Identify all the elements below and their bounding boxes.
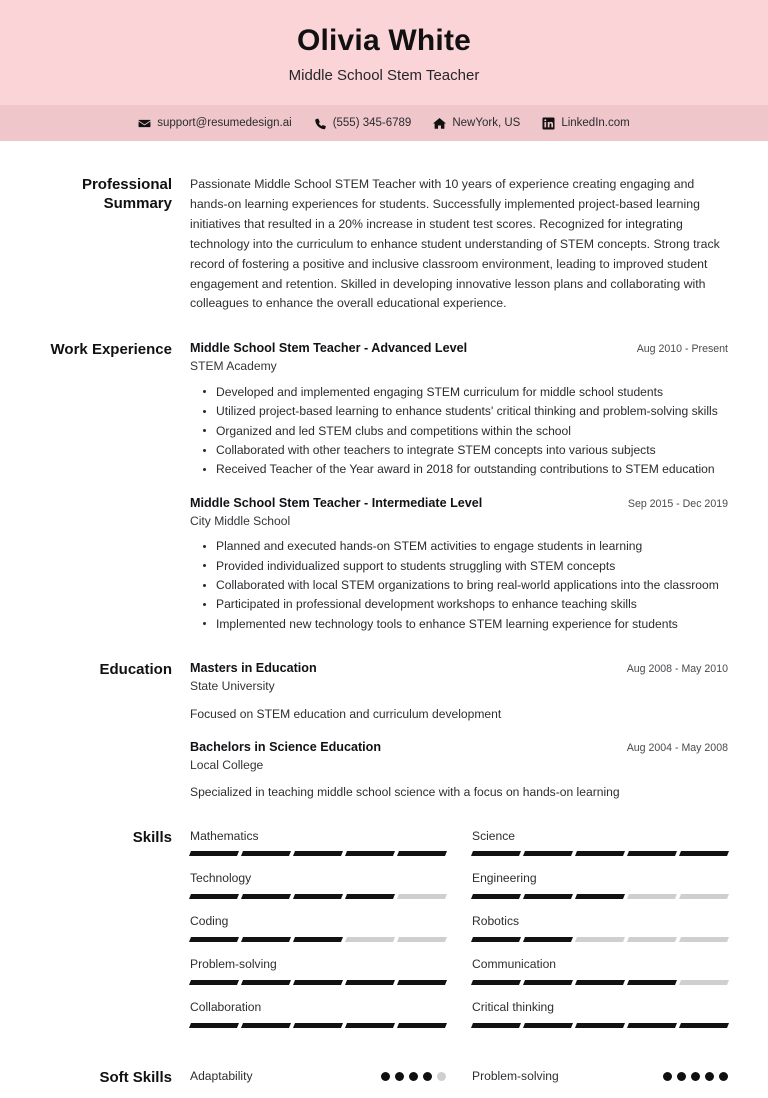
- skill-segment: [293, 980, 343, 985]
- phone-icon: [314, 117, 327, 130]
- skill-segment: [189, 894, 239, 899]
- section-education: [40, 634, 728, 801]
- skill-segment: [679, 980, 729, 985]
- list-item: Received Teacher of the Year award in 2018 for outstanding contributions to STEM education: [216, 460, 728, 478]
- skill-row: [190, 913, 446, 956]
- section-label-summary: Professional Summary: [81, 176, 172, 212]
- skill-level-bar: [190, 894, 446, 899]
- contact-email[interactable]: [138, 117, 291, 130]
- skill-level-bar: [190, 1023, 446, 1028]
- skill-segment: [189, 937, 239, 942]
- rating-dot: [719, 1072, 728, 1081]
- skill-segment: [575, 937, 625, 942]
- skill-row: [190, 870, 446, 913]
- experience-bullets: [190, 537, 728, 633]
- rating-dot: [691, 1072, 700, 1081]
- resume-body: [0, 141, 768, 1098]
- soft-skill-rating: [663, 1072, 728, 1081]
- skill-row: [472, 828, 728, 871]
- skill-segment: [189, 980, 239, 985]
- soft-skill-name: Problem-solving: [472, 1069, 559, 1084]
- skill-segment: [575, 851, 625, 856]
- contact-phone[interactable]: [314, 117, 412, 130]
- education-date: Aug 2004 - May 2008: [626, 741, 728, 754]
- list-item: Developed and implemented engaging STEM curriculum for middle school students: [216, 383, 728, 401]
- skill-row: [190, 999, 446, 1042]
- education-institution: Local College: [190, 757, 264, 772]
- section-label-soft-skills: Soft Skills: [99, 1069, 172, 1087]
- skill-segment: [575, 894, 625, 899]
- soft-skill-name: Adaptability: [190, 1069, 253, 1084]
- page-title: Olivia White: [296, 24, 472, 57]
- skill-segment: [627, 1023, 677, 1028]
- experience-date: Aug 2010 - Present: [636, 343, 728, 356]
- skill-segment: [241, 1023, 291, 1028]
- soft-skills-grid: [190, 1068, 728, 1098]
- rating-dot: [705, 1072, 714, 1081]
- soft-skill-rating: [381, 1072, 446, 1081]
- skill-name: Engineering: [472, 871, 537, 886]
- soft-skill-row: [190, 1068, 446, 1098]
- skill-name: Coding: [190, 914, 229, 929]
- skill-segment: [345, 1023, 395, 1028]
- skills-grid: [190, 828, 728, 1043]
- education-description: Focused on STEM education and curriculum development: [190, 706, 502, 721]
- soft-skill-row: [472, 1068, 728, 1098]
- experience-bullets: [190, 383, 728, 479]
- envelope-icon: [138, 117, 151, 130]
- skill-segment: [575, 1023, 625, 1028]
- skill-segment: [523, 937, 573, 942]
- education-degree: Bachelors in Science Education: [190, 739, 382, 754]
- skill-segment: [241, 894, 291, 899]
- list-item: Implemented new technology tools to enhance STEM learning experience for students: [216, 615, 728, 633]
- section-soft-skills: [40, 1042, 728, 1098]
- section-label-skills: Skills: [132, 828, 172, 846]
- experience-entry: [190, 340, 728, 478]
- skill-name: Communication: [472, 957, 557, 972]
- linkedin-icon: [542, 117, 555, 130]
- contact-email-text: support@resumedesign.ai: [157, 117, 292, 129]
- skill-name: Science: [472, 828, 516, 843]
- resume-header: [0, 0, 768, 105]
- skill-segment: [241, 937, 291, 942]
- skill-row: [190, 828, 446, 871]
- list-item: Planned and executed hands-on STEM activities to engage students in learning: [216, 537, 728, 555]
- skill-row: [472, 913, 728, 956]
- rating-dot: [663, 1072, 672, 1081]
- skill-name: Technology: [190, 871, 252, 886]
- skill-level-bar: [472, 894, 728, 899]
- skill-name: Problem-solving: [190, 957, 277, 972]
- section-professional-summary: [40, 141, 728, 314]
- skill-segment: [397, 851, 447, 856]
- contact-bar: [0, 105, 768, 141]
- list-item: Collaborated with other teachers to integrate STEM concepts into various subjects: [216, 441, 728, 459]
- skill-segment: [293, 851, 343, 856]
- skill-segment: [523, 980, 573, 985]
- contact-linkedin[interactable]: [542, 117, 629, 130]
- skill-segment: [345, 980, 395, 985]
- skill-segment: [627, 980, 677, 985]
- education-institution: State University: [190, 679, 275, 694]
- skill-segment: [627, 937, 677, 942]
- skill-level-bar: [190, 980, 446, 985]
- rating-dot: [437, 1072, 446, 1081]
- experience-organization: STEM Academy: [190, 359, 277, 374]
- skill-segment: [471, 980, 521, 985]
- skill-segment: [471, 1023, 521, 1028]
- list-item: Collaborated with local STEM organizations to bring real-world applications into the classroom: [216, 576, 728, 594]
- section-label-education: Education: [99, 661, 172, 679]
- skill-row: [190, 956, 446, 999]
- skill-row: [472, 999, 728, 1042]
- education-entry: [190, 660, 728, 723]
- skill-segment: [241, 851, 291, 856]
- experience-title: Middle School Stem Teacher - Intermediate Level: [190, 495, 483, 510]
- skill-segment: [471, 937, 521, 942]
- skill-level-bar: [472, 980, 728, 985]
- skill-segment: [345, 851, 395, 856]
- contact-location-text: NewYork, US: [452, 117, 521, 129]
- experience-title: Middle School Stem Teacher - Advanced Level: [190, 341, 468, 356]
- skill-segment: [293, 937, 343, 942]
- section-work-experience: [40, 314, 728, 634]
- skill-segment: [679, 851, 729, 856]
- education-date: Aug 2008 - May 2010: [626, 663, 728, 676]
- skill-name: Mathematics: [190, 828, 259, 843]
- skill-row: [472, 870, 728, 913]
- skill-segment: [679, 894, 729, 899]
- skill-segment: [189, 851, 239, 856]
- section-skills: [40, 802, 728, 1043]
- skill-level-bar: [190, 851, 446, 856]
- skill-segment: [397, 1023, 447, 1028]
- skill-segment: [397, 894, 447, 899]
- skill-segment: [523, 851, 573, 856]
- rating-dot: [395, 1072, 404, 1081]
- rating-dot: [423, 1072, 432, 1081]
- experience-organization: City Middle School: [190, 513, 291, 528]
- education-description: Specialized in teaching middle school science with a focus on hands-on learning: [190, 785, 620, 800]
- skill-segment: [293, 894, 343, 899]
- skill-level-bar: [472, 851, 728, 856]
- education-entry: [190, 739, 728, 802]
- skill-level-bar: [472, 937, 728, 942]
- skill-segment: [523, 894, 573, 899]
- skill-segment: [241, 980, 291, 985]
- home-icon: [433, 117, 446, 130]
- skill-segment: [345, 894, 395, 899]
- skill-level-bar: [190, 937, 446, 942]
- section-label-experience: Work Experience: [50, 341, 172, 359]
- skill-name: Critical thinking: [472, 1000, 554, 1015]
- list-item: Provided individualized support to students struggling with STEM concepts: [216, 557, 728, 575]
- skill-level-bar: [472, 1023, 728, 1028]
- education-degree: Masters in Education: [190, 661, 317, 676]
- skill-name: Robotics: [472, 914, 520, 929]
- skill-segment: [523, 1023, 573, 1028]
- skill-row: [472, 956, 728, 999]
- list-item: Organized and led STEM clubs and competitions within the school: [216, 422, 728, 440]
- skill-segment: [471, 851, 521, 856]
- skill-segment: [189, 1023, 239, 1028]
- list-item: Participated in professional development workshops to enhance teaching skills: [216, 595, 728, 613]
- skill-segment: [627, 851, 677, 856]
- rating-dot: [677, 1072, 686, 1081]
- rating-dot: [381, 1072, 390, 1081]
- skill-name: Collaboration: [190, 1000, 262, 1015]
- skill-segment: [293, 1023, 343, 1028]
- skill-segment: [345, 937, 395, 942]
- summary-text: Passionate Middle School STEM Teacher with 10 years of experience creating engaging and hands-on learning experiences for students. Successfully implemented project-based learning initiatives that resulted in a 20% increase in student test scores. Recognized for integrating technology into the curriculum to enhance student understanding of STEM concepts. Strong track record of fostering a positive and inclusive classroom environment, leading to improved student engagement and retention. Skilled in developing innovative lesson plans and collaborating with colleagues to enhance the overall educational experience.: [190, 177, 720, 311]
- contact-linkedin-text: LinkedIn.com: [561, 117, 630, 129]
- skill-segment: [679, 937, 729, 942]
- list-item: Utilized project-based learning to enhance students' critical thinking and problem-solving skills: [216, 402, 728, 420]
- experience-entry: [190, 495, 728, 633]
- contact-phone-text: (555) 345-6789: [332, 117, 412, 129]
- skill-segment: [679, 1023, 729, 1028]
- skill-segment: [397, 980, 447, 985]
- rating-dot: [409, 1072, 418, 1081]
- job-title: Middle School Stem Teacher: [288, 66, 480, 84]
- skill-segment: [397, 937, 447, 942]
- skill-segment: [471, 894, 521, 899]
- experience-date: Sep 2015 - Dec 2019: [627, 497, 728, 510]
- contact-location[interactable]: [433, 117, 520, 130]
- skill-segment: [575, 980, 625, 985]
- skill-segment: [627, 894, 677, 899]
